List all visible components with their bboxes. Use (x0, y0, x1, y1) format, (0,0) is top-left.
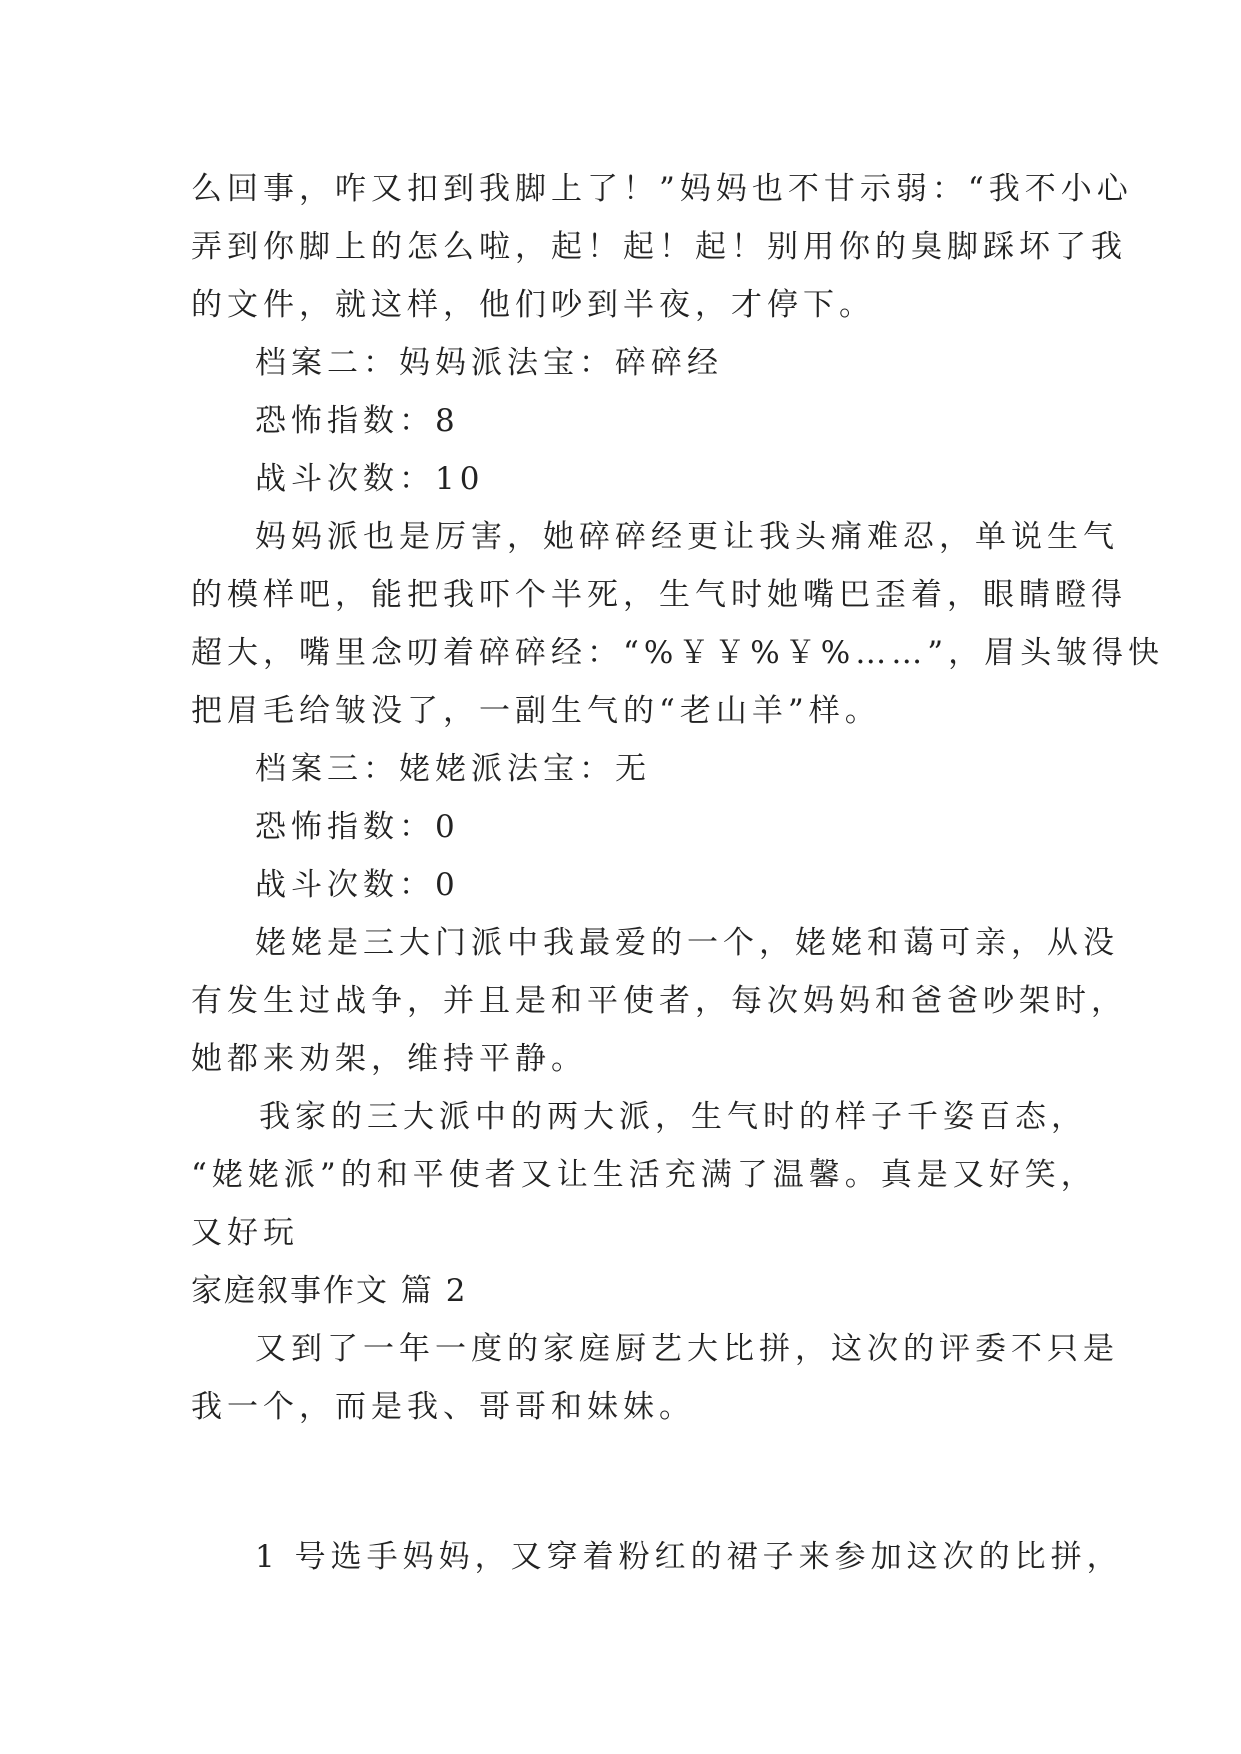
text-line: 姥姥是三大门派中我最爱的一个，姥姥和蔼可亲，从没 (255, 925, 1119, 961)
section-heading: 家庭叙事作文 篇 2 (191, 1273, 468, 1309)
text-line: 的模样吧，能把我吓个半死，生气时她嘴巴歪着，眼睛瞪得 (191, 577, 1127, 613)
document-body (191, 160, 1165, 1586)
text-line: 又好玩 (191, 1215, 299, 1251)
archive-heading: 档案二：妈妈派法宝：碎碎经 (255, 345, 723, 381)
text-line: 又到了一年一度的家庭厨艺大比拼，这次的评委不只是 (255, 1331, 1119, 1367)
text-line: 弄到你脚上的怎么啦，起！起！起！别用你的臭脚踩坏了我 (191, 229, 1127, 265)
archive-heading: 档案三：姥姥派法宝：无 (255, 751, 651, 787)
text-line: 1 号选手妈妈，又穿着粉红的裙子来参加这次的比拼， (255, 1539, 1123, 1575)
text-line: 我家的三大派中的两大派，生气时的样子千姿百态， (259, 1099, 1087, 1135)
battle-count: 战斗次数：10 (255, 461, 485, 497)
text-line: 她都来劝架，维持平静。 (191, 1041, 587, 1077)
text-line: 妈妈派也是厉害，她碎碎经更让我头痛难忍，单说生气 (255, 519, 1119, 555)
battle-count: 战斗次数：0 (255, 867, 460, 903)
text-line: 有发生过战争，并且是和平使者，每次妈妈和爸爸吵架时， (191, 983, 1127, 1019)
text-line: 我一个，而是我、哥哥和妹妹。 (191, 1389, 695, 1425)
paragraph-gap (191, 1436, 1051, 1528)
text-line: 超大，嘴里念叨着碎碎经：“%￥￥%￥%……”，眉头皱得快 (191, 635, 1165, 671)
fear-index: 恐怖指数：8 (255, 403, 460, 439)
text-line: “姥姥派”的和平使者又让生活充满了温馨。真是又好笑， (191, 1157, 1097, 1193)
text-line: 么回事，咋又扣到我脚上了！”妈妈也不甘示弱：“我不小心 (191, 171, 1133, 207)
fear-index: 恐怖指数：0 (255, 809, 460, 845)
text-line: 的文件，就这样，他们吵到半夜，才停下。 (191, 287, 875, 323)
text-line: 把眉毛给皱没了，一副生气的“老山羊”样。 (191, 693, 881, 729)
